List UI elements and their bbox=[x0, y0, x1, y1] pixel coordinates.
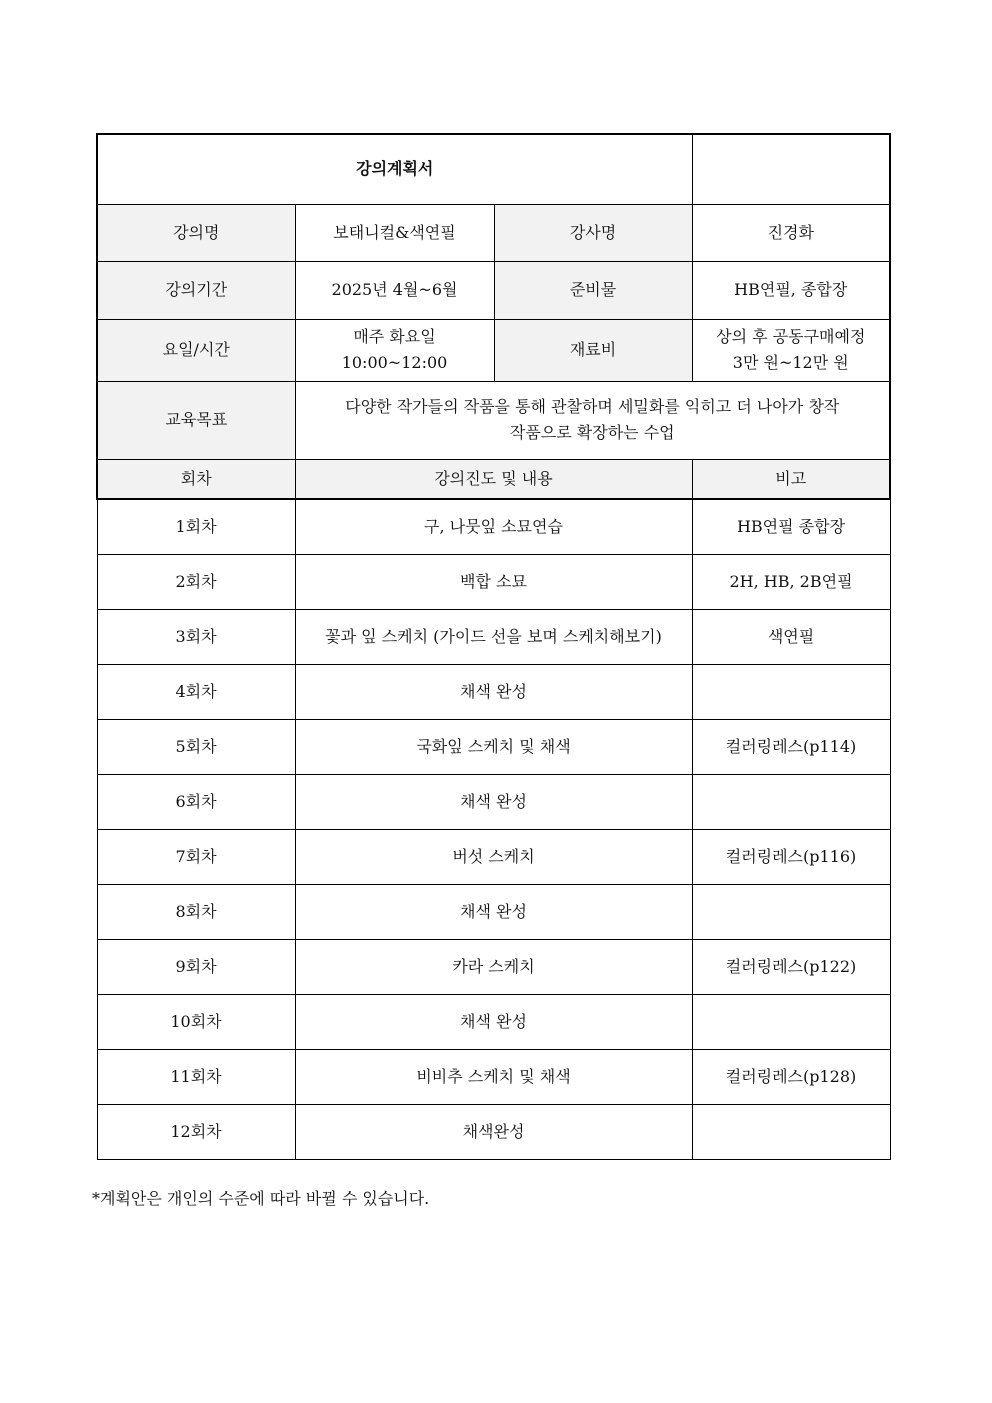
session-content: 비비추 스케치 및 채색 bbox=[295, 1049, 692, 1104]
session-content: 국화잎 스케치 및 채색 bbox=[295, 719, 692, 774]
session-content: 채색 완성 bbox=[295, 884, 692, 939]
note-column-header: 비고 bbox=[692, 459, 890, 499]
session-number: 4회차 bbox=[97, 664, 295, 719]
session-number: 11회차 bbox=[97, 1049, 295, 1104]
session-number: 8회차 bbox=[97, 884, 295, 939]
session-number: 9회차 bbox=[97, 939, 295, 994]
footnote: *계획안은 개인의 수준에 따라 바뀔 수 있습니다. bbox=[92, 1189, 430, 1208]
materials-fee-label: 재료비 bbox=[494, 319, 692, 381]
goal-label: 교육목표 bbox=[97, 381, 295, 459]
session-note: 색연필 bbox=[692, 609, 890, 664]
session-note: 컬러링레스(p116) bbox=[692, 829, 890, 884]
session-note bbox=[692, 994, 890, 1049]
table-row bbox=[97, 719, 890, 774]
session-note bbox=[692, 774, 890, 829]
session-note: HB연필 종합장 bbox=[692, 499, 890, 554]
period-label: 강의기간 bbox=[97, 261, 295, 319]
session-content: 버섯 스케치 bbox=[295, 829, 692, 884]
schedule-label: 요일/시간 bbox=[97, 319, 295, 381]
session-number: 1회차 bbox=[97, 499, 295, 554]
schedule-value bbox=[295, 319, 494, 381]
session-number: 12회차 bbox=[97, 1104, 295, 1159]
table-row bbox=[97, 554, 890, 609]
session-content: 백합 소묘 bbox=[295, 554, 692, 609]
materials-fee-range: 3만 원~12만 원 bbox=[732, 353, 849, 372]
session-note: 컬러링레스(p122) bbox=[692, 939, 890, 994]
session-note: 컬러링레스(p128) bbox=[692, 1049, 890, 1104]
session-note bbox=[692, 664, 890, 719]
session-column-header: 회차 bbox=[97, 459, 295, 499]
session-number: 3회차 bbox=[97, 609, 295, 664]
session-content: 채색 완성 bbox=[295, 994, 692, 1049]
period-value: 2025년 4월~6월 bbox=[295, 261, 494, 319]
table-row bbox=[97, 1104, 890, 1159]
session-number: 7회차 bbox=[97, 829, 295, 884]
title-blank-cell bbox=[692, 134, 890, 204]
instructor-value: 진경화 bbox=[692, 204, 890, 261]
document-title: 강의계획서 bbox=[97, 134, 692, 204]
supplies-value: HB연필, 종합장 bbox=[692, 261, 890, 319]
goal-line-1: 다양한 작가들의 작품을 통해 관찰하며 세밀화를 익히고 더 나아가 창작 bbox=[345, 397, 840, 416]
lecture-plan-table bbox=[96, 133, 891, 1160]
session-note: 컬러링레스(p114) bbox=[692, 719, 890, 774]
content-column-header: 강의진도 및 내용 bbox=[295, 459, 692, 499]
session-note: 2H, HB, 2B연필 bbox=[692, 554, 890, 609]
table-row bbox=[97, 774, 890, 829]
schedule-time: 10:00~12:00 bbox=[341, 353, 448, 372]
table-row bbox=[97, 1049, 890, 1104]
goal-value bbox=[295, 381, 890, 459]
session-content: 카라 스케치 bbox=[295, 939, 692, 994]
session-note bbox=[692, 884, 890, 939]
table-row bbox=[97, 499, 890, 554]
table-row bbox=[97, 664, 890, 719]
session-content: 꽃과 잎 스케치 (가이드 선을 보며 스케치해보기) bbox=[295, 609, 692, 664]
table-row bbox=[97, 609, 890, 664]
session-number: 10회차 bbox=[97, 994, 295, 1049]
table-row bbox=[97, 994, 890, 1049]
supplies-label: 준비물 bbox=[494, 261, 692, 319]
session-content: 채색 완성 bbox=[295, 664, 692, 719]
session-content: 채색 완성 bbox=[295, 774, 692, 829]
session-number: 6회차 bbox=[97, 774, 295, 829]
table-row bbox=[97, 939, 890, 994]
session-number: 2회차 bbox=[97, 554, 295, 609]
course-value: 보태니컬&색연필 bbox=[295, 204, 494, 261]
session-note bbox=[692, 1104, 890, 1159]
session-content: 구, 나뭇잎 소묘연습 bbox=[295, 499, 692, 554]
goal-line-2: 작품으로 확장하는 수업 bbox=[509, 423, 675, 442]
materials-fee-value bbox=[692, 319, 890, 381]
materials-fee-note: 상의 후 공동구매예정 bbox=[716, 327, 866, 346]
table-row bbox=[97, 829, 890, 884]
session-rows bbox=[97, 499, 890, 1159]
course-label: 강의명 bbox=[97, 204, 295, 261]
session-content: 채색완성 bbox=[295, 1104, 692, 1159]
instructor-label: 강사명 bbox=[494, 204, 692, 261]
session-number: 5회차 bbox=[97, 719, 295, 774]
table-row bbox=[97, 884, 890, 939]
schedule-day: 매주 화요일 bbox=[353, 327, 436, 346]
